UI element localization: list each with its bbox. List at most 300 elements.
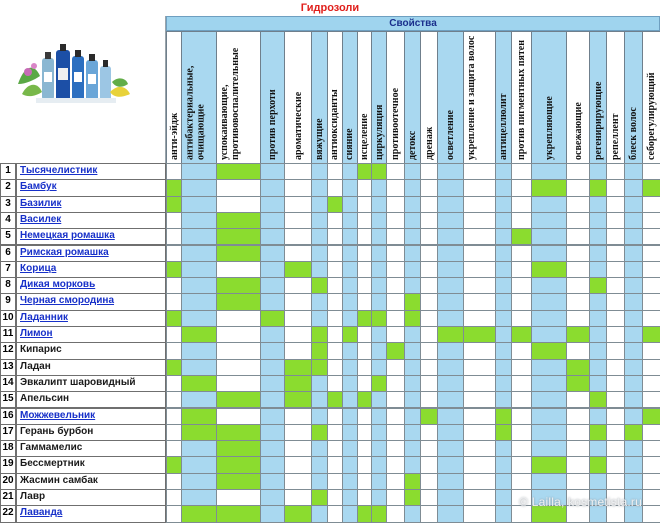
property-cell <box>420 261 438 278</box>
property-cell <box>216 489 261 506</box>
property-cell <box>327 310 343 327</box>
property-header-7: антиоксиданты <box>327 31 343 164</box>
property-cell <box>624 163 643 180</box>
property-cell <box>624 277 643 294</box>
row-number: 22 <box>0 505 16 522</box>
property-cell <box>624 245 643 262</box>
property-cell <box>437 245 464 262</box>
property-cell <box>260 212 285 229</box>
property-cell <box>357 293 372 310</box>
property-cell <box>342 375 358 392</box>
property-mark-cell <box>357 505 372 522</box>
property-cell <box>495 310 512 327</box>
property-cell <box>327 375 343 392</box>
property-cell <box>166 277 182 294</box>
property-cell <box>495 245 512 262</box>
hydrosol-link[interactable]: Черная смородина <box>16 293 166 310</box>
property-cell <box>357 228 372 245</box>
property-cell <box>181 440 217 457</box>
property-mark-cell <box>531 179 568 196</box>
property-cell <box>437 310 464 327</box>
property-cell <box>166 391 182 408</box>
property-cell <box>642 228 660 245</box>
property-cell <box>566 391 589 408</box>
property-header-13: дренаж <box>420 31 438 164</box>
property-cell <box>342 212 358 229</box>
property-cell <box>357 456 372 473</box>
property-mark-cell <box>166 310 182 327</box>
property-cell <box>371 440 387 457</box>
property-cell <box>511 261 532 278</box>
property-cell <box>371 277 387 294</box>
property-cell <box>371 228 387 245</box>
property-cell <box>371 359 387 376</box>
property-cell <box>342 179 358 196</box>
property-cell <box>371 326 387 343</box>
property-cell <box>371 456 387 473</box>
property-header-4: против перхоти <box>260 31 285 164</box>
property-mark-cell <box>642 408 660 425</box>
property-mark-cell <box>216 391 261 408</box>
property-cell <box>181 179 217 196</box>
property-cell <box>327 326 343 343</box>
property-cell <box>386 375 405 392</box>
property-cell <box>511 310 532 327</box>
property-cell <box>327 277 343 294</box>
property-cell <box>181 163 217 180</box>
property-cell <box>420 196 438 213</box>
property-mark-cell <box>216 212 261 229</box>
property-cell <box>463 456 496 473</box>
property-cell <box>511 179 532 196</box>
property-cell <box>511 408 532 425</box>
property-cell <box>606 261 625 278</box>
property-cell <box>404 408 421 425</box>
property-cell <box>642 359 660 376</box>
property-cell <box>357 342 372 359</box>
property-cell <box>420 179 438 196</box>
property-cell <box>260 196 285 213</box>
property-cell <box>284 228 313 245</box>
property-cell <box>342 489 358 506</box>
row-number: 14 <box>0 375 16 392</box>
row-number: 2 <box>0 179 16 196</box>
property-cell <box>357 245 372 262</box>
property-cell <box>311 293 327 310</box>
property-mark-cell <box>216 440 261 457</box>
property-mark-cell <box>284 505 313 522</box>
property-cell <box>437 342 464 359</box>
property-cell <box>511 293 532 310</box>
property-cell <box>260 245 285 262</box>
property-cell <box>589 261 608 278</box>
property-cell <box>327 228 343 245</box>
property-cell <box>511 456 532 473</box>
property-cell <box>495 326 512 343</box>
property-cell <box>495 456 512 473</box>
property-cell <box>311 179 327 196</box>
row-number: 16 <box>0 408 16 425</box>
property-cell <box>589 473 608 490</box>
property-cell <box>566 179 589 196</box>
hydrosol-link[interactable]: Римская ромашка <box>16 245 166 262</box>
property-cell <box>589 342 608 359</box>
property-cell <box>495 391 512 408</box>
property-cell <box>420 326 438 343</box>
property-cell <box>606 408 625 425</box>
property-cell <box>386 408 405 425</box>
row-number: 6 <box>0 245 16 262</box>
property-mark-cell <box>216 473 261 490</box>
property-mark-cell <box>166 179 182 196</box>
property-mark-cell <box>216 424 261 441</box>
property-cell <box>181 342 217 359</box>
property-cell <box>606 326 625 343</box>
property-cell <box>463 505 496 522</box>
property-cell <box>606 342 625 359</box>
property-mark-cell <box>624 424 643 441</box>
hydrosol-link[interactable]: Лимон <box>16 326 166 343</box>
property-cell <box>642 424 660 441</box>
property-cell <box>166 342 182 359</box>
property-mark-cell <box>589 179 608 196</box>
property-cell <box>311 310 327 327</box>
property-cell <box>371 179 387 196</box>
property-cell <box>437 440 464 457</box>
hydrosol-name: Кипарис <box>16 342 166 359</box>
property-cell <box>624 408 643 425</box>
property-cell <box>371 245 387 262</box>
property-cell <box>437 196 464 213</box>
property-cell <box>463 342 496 359</box>
property-cell <box>420 473 438 490</box>
property-cell <box>284 293 313 310</box>
hydrosol-link[interactable]: Базилик <box>16 196 166 213</box>
property-cell <box>284 473 313 490</box>
property-cell <box>624 196 643 213</box>
property-cell <box>327 179 343 196</box>
property-cell <box>404 163 421 180</box>
property-cell <box>437 359 464 376</box>
property-mark-cell <box>642 179 660 196</box>
property-cell <box>386 440 405 457</box>
property-cell <box>404 228 421 245</box>
hydrosol-name: Бессмертник <box>16 456 166 473</box>
property-cell <box>357 212 372 229</box>
hydrosol-link[interactable]: Корица <box>16 261 166 278</box>
property-cell <box>606 473 625 490</box>
property-cell <box>386 261 405 278</box>
property-cell <box>260 277 285 294</box>
property-cell <box>606 277 625 294</box>
property-mark-cell <box>404 310 421 327</box>
hydrosol-link[interactable]: Тысячелистник <box>16 163 166 180</box>
property-cell <box>327 408 343 425</box>
property-header-5: ароматические <box>284 31 313 164</box>
property-cell <box>181 359 217 376</box>
property-cell <box>624 228 643 245</box>
property-header-14: осветление <box>437 31 464 164</box>
property-cell <box>342 408 358 425</box>
property-mark-cell <box>357 391 372 408</box>
property-cell <box>437 228 464 245</box>
hydrosol-link[interactable]: Ладанник <box>16 310 166 327</box>
property-cell <box>342 163 358 180</box>
property-cell <box>589 326 608 343</box>
property-cell <box>311 212 327 229</box>
property-mark-cell <box>284 359 313 376</box>
property-cell <box>495 212 512 229</box>
property-cell <box>624 359 643 376</box>
property-cell <box>606 424 625 441</box>
property-mark-cell <box>327 196 343 213</box>
property-cell <box>463 228 496 245</box>
property-mark-cell <box>642 326 660 343</box>
property-mark-cell <box>511 228 532 245</box>
property-cell <box>566 424 589 441</box>
property-mark-cell <box>181 375 217 392</box>
property-cell <box>260 505 285 522</box>
property-cell <box>531 408 568 425</box>
property-cell <box>420 391 438 408</box>
property-cell <box>531 212 568 229</box>
property-cell <box>166 293 182 310</box>
property-cell <box>327 212 343 229</box>
property-mark-cell <box>166 359 182 376</box>
property-cell <box>495 359 512 376</box>
property-cell <box>642 261 660 278</box>
property-cell <box>642 212 660 229</box>
property-cell <box>531 326 568 343</box>
property-cell <box>495 277 512 294</box>
property-cell <box>589 408 608 425</box>
property-cell <box>624 440 643 457</box>
page-title: Гидрозоли <box>300 2 360 14</box>
property-cell <box>531 163 568 180</box>
property-cell <box>404 277 421 294</box>
property-cell <box>531 440 568 457</box>
property-cell <box>495 375 512 392</box>
property-cell <box>495 163 512 180</box>
property-cell <box>311 375 327 392</box>
property-cell <box>624 310 643 327</box>
property-cell <box>642 456 660 473</box>
property-cell <box>589 245 608 262</box>
property-cell <box>511 424 532 441</box>
property-cell <box>606 440 625 457</box>
property-cell <box>216 196 261 213</box>
property-mark-cell <box>404 293 421 310</box>
hydrosol-link[interactable]: Можжевельник <box>16 408 166 425</box>
property-cell <box>404 424 421 441</box>
hydrosol-link[interactable]: Лаванда <box>16 505 166 522</box>
property-cell <box>606 163 625 180</box>
property-cell <box>495 261 512 278</box>
property-mark-cell <box>311 342 327 359</box>
property-cell <box>386 424 405 441</box>
property-cell <box>342 440 358 457</box>
property-cell <box>589 228 608 245</box>
property-cell <box>511 359 532 376</box>
property-cell <box>357 489 372 506</box>
property-cell <box>624 391 643 408</box>
property-cell <box>437 293 464 310</box>
property-cell <box>284 179 313 196</box>
property-cell <box>260 473 285 490</box>
property-cell <box>216 359 261 376</box>
property-cell <box>624 473 643 490</box>
property-mark-cell <box>589 456 608 473</box>
property-cell <box>284 408 313 425</box>
property-cell <box>531 293 568 310</box>
property-cell <box>531 359 568 376</box>
property-mark-cell <box>371 375 387 392</box>
property-cell <box>624 342 643 359</box>
property-header-12: детокс <box>404 31 421 164</box>
property-cell <box>606 310 625 327</box>
property-cell <box>216 342 261 359</box>
property-cell <box>589 375 608 392</box>
property-mark-cell <box>311 359 327 376</box>
property-mark-cell <box>589 277 608 294</box>
property-cell <box>216 310 261 327</box>
property-mark-cell <box>216 245 261 262</box>
property-cell <box>420 228 438 245</box>
property-cell <box>420 424 438 441</box>
property-cell <box>357 326 372 343</box>
property-cell <box>511 473 532 490</box>
property-cell <box>260 375 285 392</box>
property-mark-cell <box>260 310 285 327</box>
property-header-21: репеллент <box>606 31 625 164</box>
property-cell <box>624 212 643 229</box>
property-mark-cell <box>566 375 589 392</box>
property-cell <box>166 212 182 229</box>
row-number: 5 <box>0 228 16 245</box>
property-cell <box>284 196 313 213</box>
property-mark-cell <box>386 342 405 359</box>
property-cell <box>181 489 217 506</box>
property-cell <box>642 473 660 490</box>
property-cell <box>311 163 327 180</box>
property-cell <box>311 505 327 522</box>
hydrosol-link[interactable]: Василек <box>16 212 166 229</box>
row-number: 19 <box>0 456 16 473</box>
property-cell <box>437 163 464 180</box>
hydrosol-link[interactable]: Бамбук <box>16 179 166 196</box>
property-mark-cell <box>327 391 343 408</box>
property-cell <box>386 196 405 213</box>
property-mark-cell <box>181 505 217 522</box>
property-header-18: укрепляющие <box>531 31 568 164</box>
property-cell <box>463 196 496 213</box>
property-cell <box>284 212 313 229</box>
property-cell <box>511 196 532 213</box>
property-mark-cell <box>437 326 464 343</box>
property-cell <box>642 310 660 327</box>
property-header-1: анти-эйдж <box>166 31 182 164</box>
property-cell <box>404 212 421 229</box>
property-cell <box>566 228 589 245</box>
property-cell <box>342 261 358 278</box>
property-cell <box>181 277 217 294</box>
property-cell <box>437 505 464 522</box>
property-mark-cell <box>311 326 327 343</box>
property-mark-cell <box>284 391 313 408</box>
property-cell <box>566 277 589 294</box>
property-cell <box>327 505 343 522</box>
property-cell <box>327 440 343 457</box>
property-mark-cell <box>284 261 313 278</box>
property-cell <box>166 163 182 180</box>
property-mark-cell <box>566 359 589 376</box>
image-cell <box>0 16 166 163</box>
hydrosol-name: Жасмин самбак <box>16 473 166 490</box>
property-cell <box>386 326 405 343</box>
property-cell <box>495 228 512 245</box>
property-cell <box>463 473 496 490</box>
property-mark-cell <box>311 424 327 441</box>
property-cell <box>624 261 643 278</box>
property-cell <box>463 293 496 310</box>
property-cell <box>371 391 387 408</box>
property-cell <box>386 277 405 294</box>
property-cell <box>371 212 387 229</box>
property-cell <box>386 293 405 310</box>
property-cell <box>260 489 285 506</box>
hydrosol-link[interactable]: Дикая морковь <box>16 277 166 294</box>
row-number: 8 <box>0 277 16 294</box>
property-cell <box>420 310 438 327</box>
hydrosol-link[interactable]: Немецкая ромашка <box>16 228 166 245</box>
property-cell <box>437 424 464 441</box>
property-cell <box>166 245 182 262</box>
property-cell <box>327 293 343 310</box>
property-mark-cell <box>216 163 261 180</box>
property-mark-cell <box>166 196 182 213</box>
property-cell <box>495 489 512 506</box>
row-number: 11 <box>0 326 16 343</box>
property-mark-cell <box>181 408 217 425</box>
property-header-19: освежающие <box>566 31 589 164</box>
property-mark-cell <box>216 277 261 294</box>
property-cell <box>531 473 568 490</box>
row-number: 13 <box>0 359 16 376</box>
property-cell <box>342 456 358 473</box>
property-cell <box>420 293 438 310</box>
property-cell <box>166 505 182 522</box>
property-mark-cell <box>495 424 512 441</box>
row-number: 20 <box>0 473 16 490</box>
property-mark-cell <box>371 163 387 180</box>
property-cell <box>357 179 372 196</box>
row-number: 17 <box>0 424 16 441</box>
property-cell <box>642 163 660 180</box>
property-mark-cell <box>357 163 372 180</box>
property-cell <box>357 359 372 376</box>
property-cell <box>181 212 217 229</box>
property-cell <box>463 277 496 294</box>
hydrosol-name: Эвкалипт шаровидный <box>16 375 166 392</box>
property-header-6: вяжущие <box>311 31 327 164</box>
property-header-8: сияние <box>342 31 358 164</box>
property-mark-cell <box>181 424 217 441</box>
property-cell <box>327 473 343 490</box>
property-cell <box>404 375 421 392</box>
property-cell <box>589 310 608 327</box>
property-cell <box>284 440 313 457</box>
property-cell <box>327 359 343 376</box>
